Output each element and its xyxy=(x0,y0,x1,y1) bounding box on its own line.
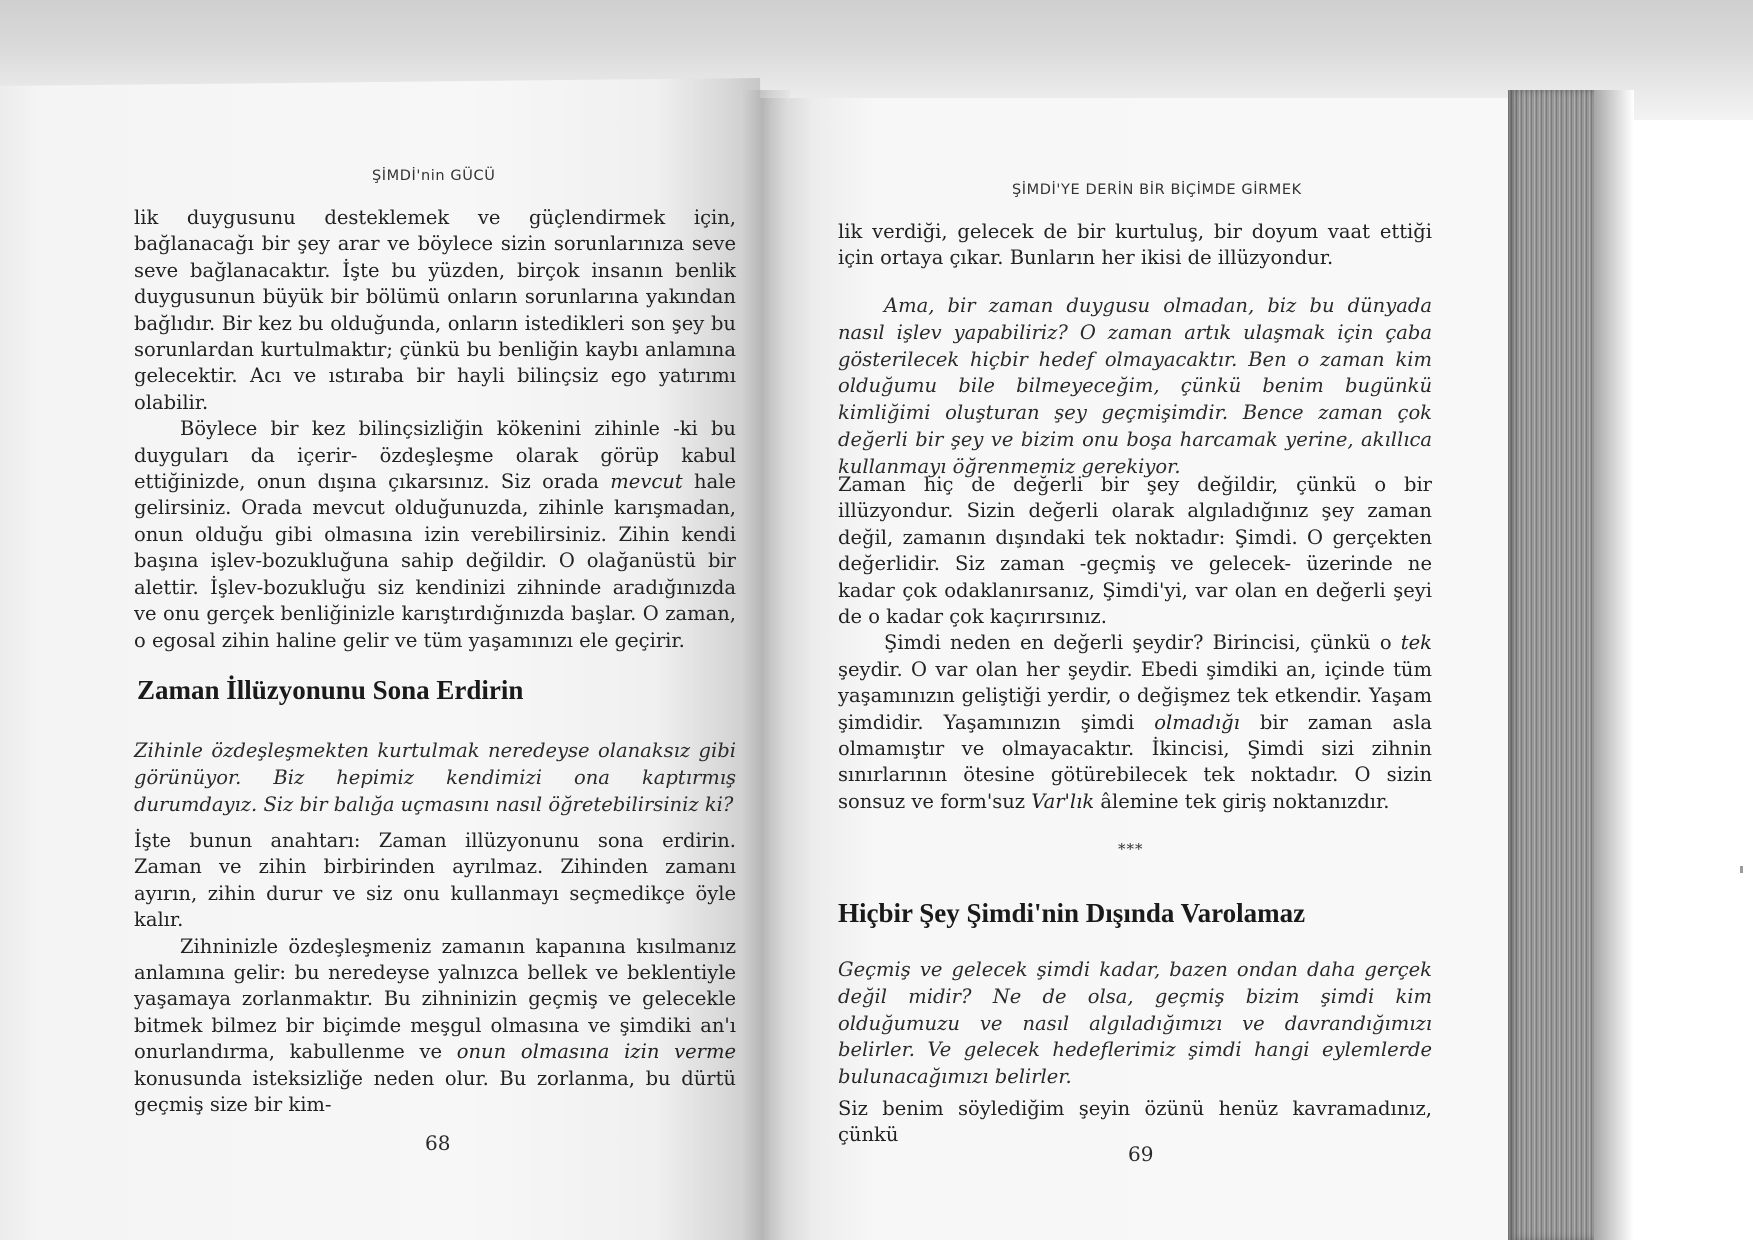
left-paragraph-4 xyxy=(134,934,736,1119)
page-edge-fade xyxy=(1594,90,1634,1240)
left-body-top xyxy=(134,205,736,654)
emphasis-run: olmadığı xyxy=(1154,710,1240,734)
text-run: bir zaman asla olmamıştır ve olmayacaktır. İkincisi, Şimdi sizi zihnin sınırlarının ötesine götürebilecek tek noktadır. O sizin sonsuz ve form'suz xyxy=(838,710,1432,813)
right-question-1-text: Ama, bir zaman duygusu olmadan, biz bu dünyada nasıl işlev yapabiliriz? O zaman artık ulaşmak için çaba gösterilecek hiçbir hedef olmayacaktır. Ben o zaman kim olduğumu bile bilmeyeceğim, çünkü benim bugünkü kimliğimi oluşturan şey geçmişimdir. Bence zaman çok değerli bir şey ve bizim onu boşa harcamak yerine, akıllıca kullanmayı öğrenmemiz gerekiyor. xyxy=(838,294,1432,478)
right-question-2 xyxy=(838,957,1432,1091)
left-page-number: 68 xyxy=(425,1131,451,1155)
text-run: âlemine tek giriş noktanızdır. xyxy=(1094,789,1390,813)
left-paragraph-1: lik duygusunu desteklemek ve güçlendirmek için, bağlanacağı bir şey arar ve böylece sizin sorunlarınıza seve seve bağlanacaktır. İşte bu yüzden, birçok insanın benlik duygusunun büyük bir bölümü onların sorunlarına yakından bağlıdır. Bir kez bu olduğunda, onların istedikleri son şey bu sorunlardan kurtulmaktır; çünkü bu benliğin kaybı anlamına gelecektir. Acı ve ıstıraba bir hayli bilinçsiz ego yatırımı olabilir. xyxy=(134,206,736,414)
text-run: Şimdi neden en değerli şeydir? Birincisi, çünkü o xyxy=(884,631,1401,655)
text-run: şeydir. O var olan her şeydir. Ebedi şimdiki an, içinde tüm yaşamınızın geliştiği yerdir, o değişmez tek etkendir. Yaşam şimdidir. Yaşamınızın şimdi xyxy=(838,657,1432,734)
right-paragraph-4: Siz benim söylediğim şeyin özünü henüz kavramadınız, çünkü xyxy=(838,1097,1432,1147)
page-edge-stack xyxy=(1508,90,1594,1240)
left-section-heading: Zaman İllüzyonunu Sona Erdirin xyxy=(137,675,524,705)
right-body-top xyxy=(838,219,1432,272)
right-question-2-text: Geçmiş ve gelecek şimdi kadar, bazen ondan daha gerçek değil midir? Ne de olsa, geçmiş bizim şimdi kim olduğumuzu ve nasıl algıladığımızı ve davrandığımızı belirler. Ve gelecek hedeflerimiz şimdi hangi eylemlerde bulunacağımızı belirler. xyxy=(838,958,1432,1089)
right-body-bottom xyxy=(838,1096,1432,1149)
text-run: konusunda isteksizliğe neden olur. Bu zorlanma, bu dürtü geçmiş size bir kim- xyxy=(134,1066,736,1117)
right-question-1 xyxy=(838,293,1432,481)
text-run: hale gelirsiniz. Orada mevcut olduğunuzda, zihinle karışmadan, onun olduğu gibi olmasına izin verebilirsiniz. Zihin kendi başına işlev-bozukluğuna sahip değildir. O olağanüstü bir alettir. İşlev-bozukluğu siz kendinizi zihninde aradığınızda ve onu gerçek benliğinizle karıştırdığınızda başlar. O zaman, o egosal zihin haline gelir ve tüm yaşamınızı ele geçirir. xyxy=(134,470,736,652)
right-paragraph-2: Zaman hiç de değerli bir şey değildir, çünkü o bir illüzyondur. Sizin değerli olarak algıladığınız şey zaman değil, zamanın dışındaki tek noktadır: Şimdi. O gerçekten değerlidir. Siz zaman -geçmiş ve gelecek- üzerinde ne kadar çok odaklanırsanız, Şimdi'yi, var olan en değerli şeyi de o kadar çok kaçırırsınız. xyxy=(838,473,1432,629)
emphasis-run: tek xyxy=(1400,631,1432,655)
book-gutter-shadow xyxy=(740,90,790,1240)
left-running-head: ŞİMDİ'nin GÜCÜ xyxy=(372,168,496,184)
right-paragraph-3 xyxy=(838,630,1432,815)
right-page-number: 69 xyxy=(1128,1142,1154,1166)
left-paragraph-2 xyxy=(134,416,736,654)
emphasis-run: mevcut xyxy=(610,470,683,494)
right-running-head: ŞİMDİ'YE DERİN BİR BİÇİMDE GİRMEK xyxy=(1012,182,1302,198)
right-body-middle xyxy=(838,472,1432,815)
emphasis-run: Var'lık xyxy=(1031,789,1095,813)
right-section-heading: Hiçbir Şey Şimdi'nin Dışında Varolamaz xyxy=(838,898,1306,928)
emphasis-run: onun olmasına izin verme xyxy=(456,1040,736,1064)
left-question xyxy=(134,738,736,818)
left-question-text: Zihinle özdeşleşmekten kurtulmak neredeyse olanaksız gibi görünüyor. Biz hepimiz kendimizi ona kaptırmış durumdayız. Siz bir balığa uçmasını nasıl öğretebilirsiniz ki? xyxy=(134,739,736,816)
right-paragraph-1: lik verdiği, gelecek de bir kurtuluş, bir doyum vaat ettiği için ortaya çıkar. Bunların her ikisi de illüzyondur. xyxy=(838,220,1432,270)
text-run: Zihninizle özdeşleşmeniz zamanın kapanına kısılmanız anlamına gelir: bu neredeyse yalnızca bellek ve beklentiyle yaşamaya zorlanmaktır. Bu zihninizin geçmiş ve gelecekle bitmek bilmez bir biçimde meşgul olmasına ve şimdiki an'ı onurlandırma, kabullenme ve xyxy=(134,934,736,1064)
scan-speck xyxy=(1740,866,1743,873)
text-run: Böylece bir kez bilinçsizliğin kökenini zihinle -ki bu duyguları da içerir- özdeşleşme olarak görüp kabul ettiğinizde, onun dışına çıkarsınız. Siz orada xyxy=(134,417,736,494)
left-body-bottom xyxy=(134,828,736,1118)
left-paragraph-3: İşte bunun anahtarı: Zaman illüzyonunu sona erdirin. Zaman ve zihin birbirinden ayrılmaz. Zihinden zamanı ayırın, zihin durur ve siz onu kullanmayı seçmedikçe öyle kalır. xyxy=(134,829,736,932)
section-divider: *** xyxy=(1118,840,1144,858)
